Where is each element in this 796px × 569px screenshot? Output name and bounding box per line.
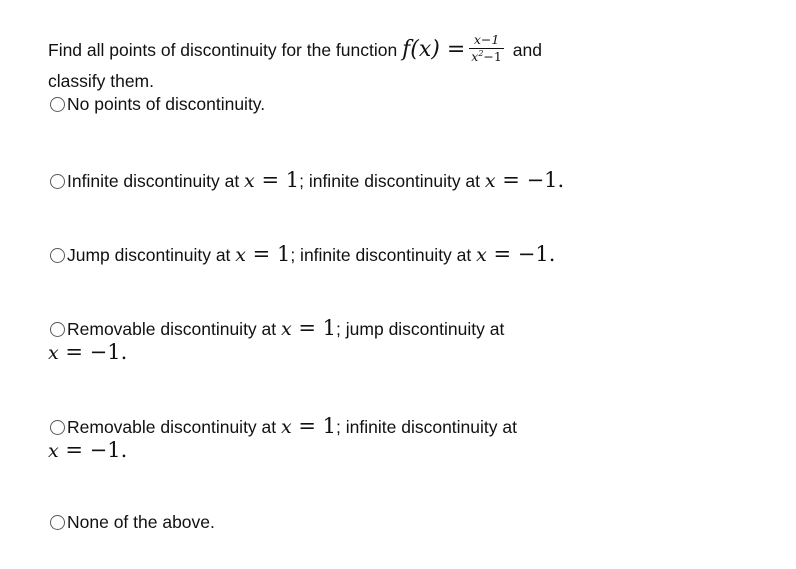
function-fraction [469, 33, 504, 64]
option-label: None of the above. [67, 512, 215, 532]
option-text-b: ; infinite discontinuity at [299, 171, 485, 191]
radio-button[interactable] [50, 322, 65, 337]
option-text-b: ; infinite discontinuity at [336, 417, 517, 437]
function-lhs: f(x) = [402, 37, 466, 63]
option-infinite-infinite[interactable] [50, 168, 564, 192]
math-eq-1: x = 1 [244, 168, 300, 192]
denominator-base: x [471, 49, 479, 64]
math-eq-1: x = 1 [235, 242, 291, 266]
option-text-b: ; jump discontinuity at [336, 319, 505, 339]
math-eq-1: x = 1 [281, 316, 337, 340]
option-text-a: Removable discontinuity at [67, 417, 281, 437]
option-removable-infinite-continuation: x = −1. [48, 438, 128, 462]
fraction-denominator [469, 49, 504, 64]
option-text-a: Removable discontinuity at [67, 319, 281, 339]
option-jump-infinite[interactable] [50, 242, 555, 266]
denominator-exponent: 2 [478, 49, 484, 58]
question-line-2: classify them. [48, 71, 154, 91]
radio-button[interactable] [50, 174, 65, 189]
math-eq-2: x = −1. [476, 242, 556, 266]
radio-button[interactable] [50, 515, 65, 530]
option-removable-jump-continuation: x = −1. [48, 340, 128, 364]
option-removable-jump[interactable] [50, 316, 504, 340]
option-removable-infinite[interactable] [50, 414, 517, 438]
math-eq-2: x = −1. [484, 168, 565, 192]
radio-button[interactable] [50, 248, 65, 263]
question-line-1 [48, 32, 542, 67]
option-no-discontinuity[interactable] [50, 94, 265, 115]
question-suffix: and [512, 40, 542, 61]
option-none-of-the-above[interactable] [50, 512, 215, 533]
math-eq-1: x = 1 [281, 414, 337, 438]
question-prefix: Find all points of discontinuity for the function [48, 40, 398, 61]
radio-button[interactable] [50, 97, 65, 112]
option-label: No points of discontinuity. [67, 94, 266, 114]
radio-button[interactable] [50, 420, 65, 435]
option-text-a: Infinite discontinuity at [67, 171, 245, 191]
denominator-rest: −1 [483, 49, 502, 64]
option-text-b: ; infinite discontinuity at [290, 245, 477, 265]
option-text-a: Jump discontinuity at [67, 245, 236, 265]
fraction-numerator: x−1 [469, 33, 504, 49]
